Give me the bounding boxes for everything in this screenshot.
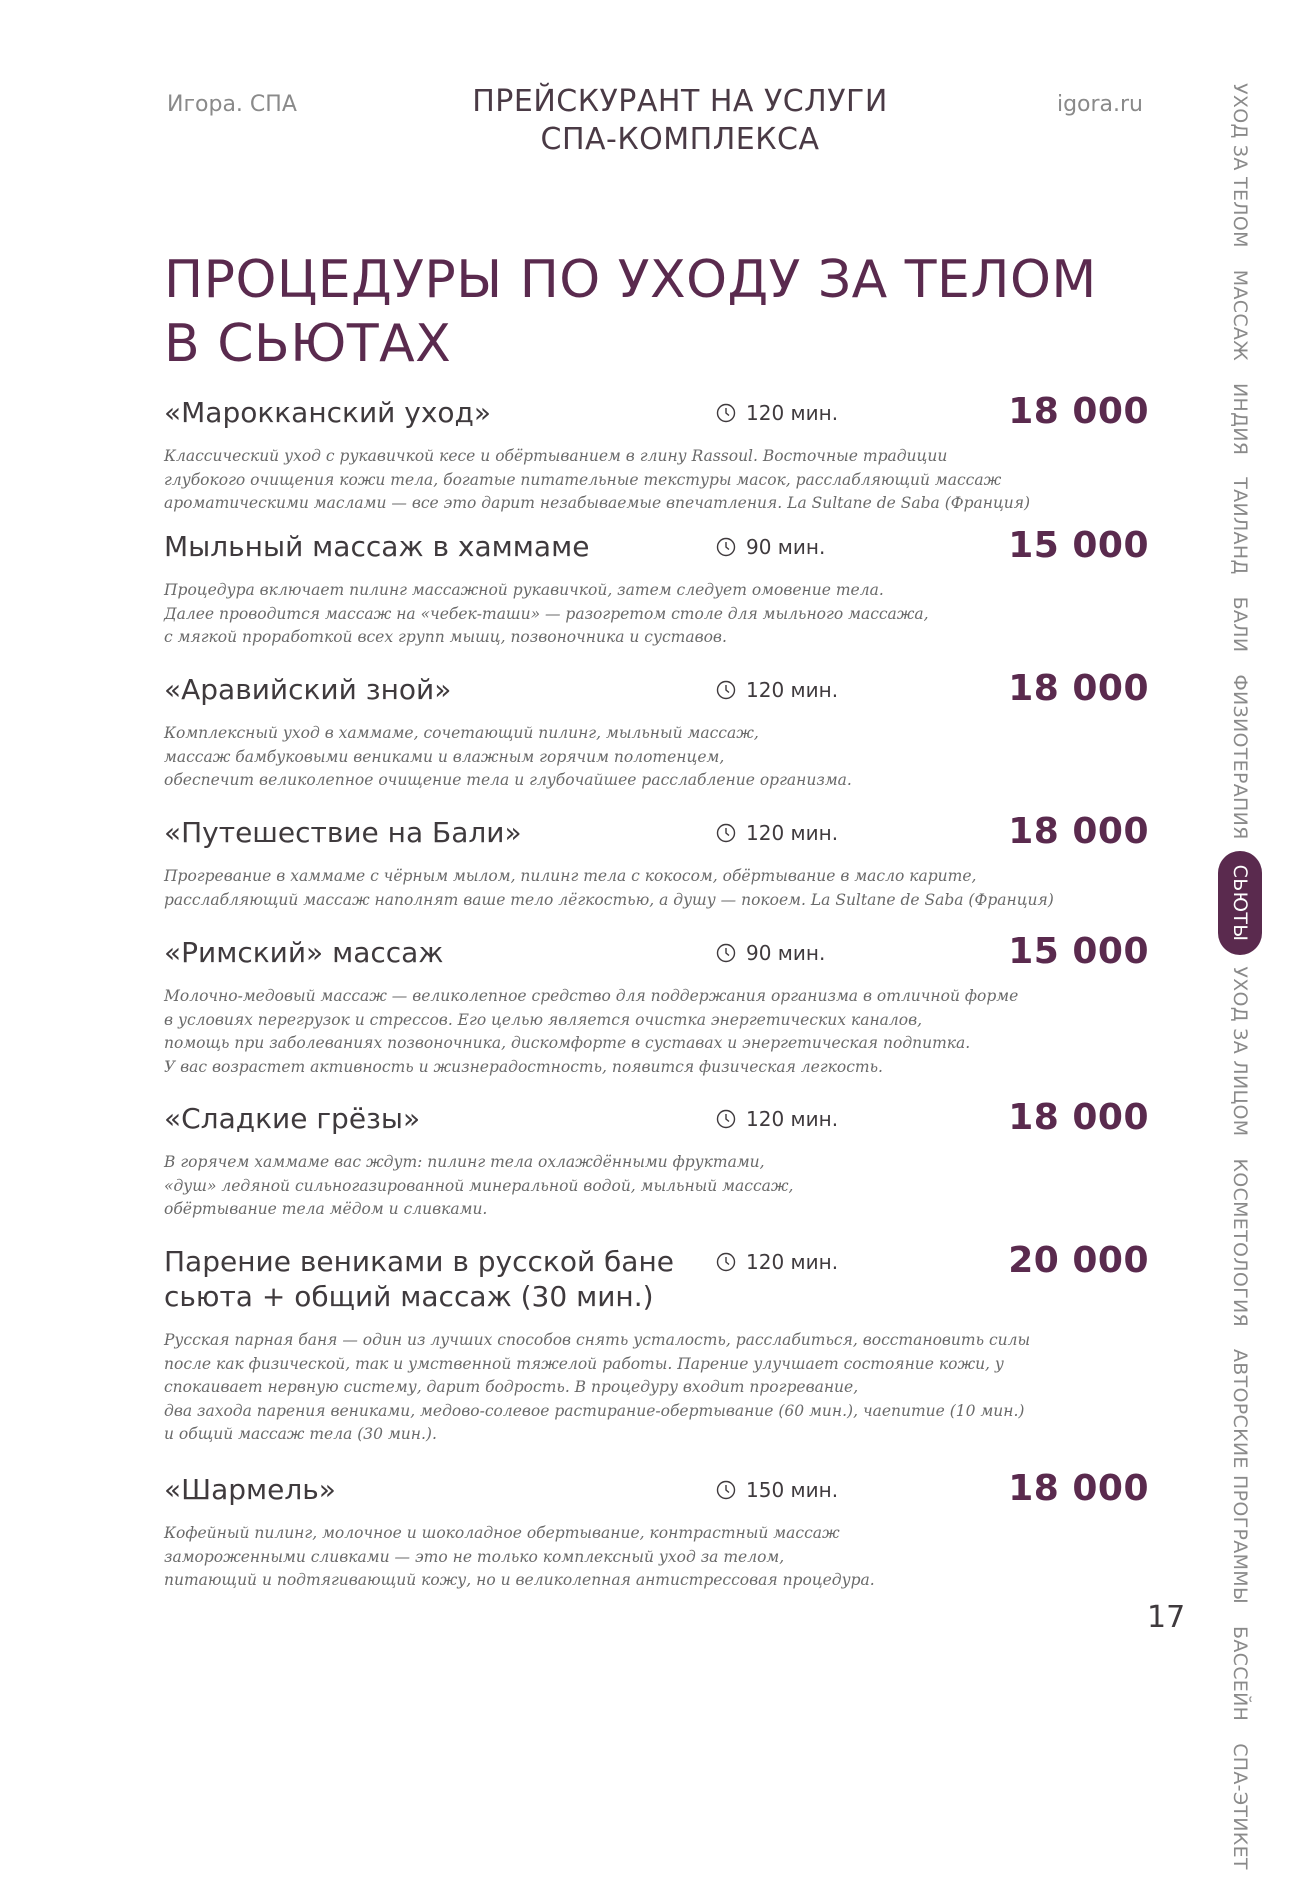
duration-text: 150 мин. [746, 1478, 839, 1502]
service-description: Процедура включает пилинг массажной рукавичкой, затем следует омовение тела. Далее проводится массаж на «чебек-таши» — разогретом столе для мыльного массажа, с мягкой проработкой всех групп мышц, позвоночника и суставов. [164, 581, 929, 646]
service-item [164, 1240, 1149, 1472]
service-description: Кофейный пилинг, молочное и шоколадное обертывание, контрастный массаж замороженными сливками — это не только комплексный уход за телом, питающий и подтягивающий кожу, но и великолепная антистрессовая процедура. [164, 1524, 875, 1589]
header-left: Игора. СПА [167, 92, 297, 117]
header-title-line1: ПРЕЙСКУРАНТ НА УСЛУГИ [472, 84, 888, 119]
service-price: 15 000 [1008, 931, 1149, 972]
service-name: Мыльный массаж в хаммаме [164, 530, 590, 563]
service-description: Русская парная баня — один из лучших способов снять усталость, расслабиться, восстановить силы после как физической, так и умственной тяжелой работы. Парение улучшает состояние кожи, у спокаивает нервную систему, дарит бодрость. В процедуру входит прогревание, два захода парения вениками, медово-солевое растирание-обертывание (60 мин.), чаепитие (10 мин.) и общий массаж тела (30 мин.). [164, 1331, 1031, 1443]
service-price: 18 000 [1008, 668, 1149, 709]
service-list [164, 391, 1149, 1602]
service-description: В горячем хаммаме вас ждут: пилинг тела охлаждёнными фруктами, «душ» ледяной сильногазированной минеральной водой, мыльный массаж, обёртывание тела мёдом и сливками. [164, 1153, 794, 1218]
service-name: «Аравийский зной» [164, 673, 452, 706]
clock-icon [716, 943, 736, 963]
duration-text: 120 мин. [746, 821, 839, 845]
nav-item-pool[interactable]: БАССЕЙН [1229, 1626, 1251, 1722]
page-number: 17 [1147, 1600, 1186, 1635]
nav-item-face-care[interactable]: УХОД ЗА ЛИЦОМ [1229, 966, 1251, 1137]
service-price: 20 000 [1008, 1240, 1149, 1281]
service-name: «Сладкие грёзы» [164, 1102, 421, 1135]
header-site-link[interactable]: igora.ru [1056, 92, 1143, 117]
service-name: Парение вениками в русской бане сьюта + общий массаж (30 мин.) [164, 1245, 675, 1313]
section-side-nav [1213, 72, 1267, 1870]
service-item [164, 525, 1149, 672]
clock-icon [716, 1480, 736, 1500]
nav-item-spa-etiquette[interactable]: СПА-ЭТИКЕТ [1229, 1743, 1251, 1870]
clock-icon [716, 680, 736, 700]
service-duration [716, 821, 838, 845]
service-duration [716, 535, 825, 559]
service-item [164, 931, 1149, 1101]
duration-text: 90 мин. [746, 535, 826, 559]
service-price: 18 000 [1008, 811, 1149, 852]
service-name: «Путешествие на Бали» [164, 816, 522, 849]
nav-item-author-programs[interactable]: АВТОРСКИЕ ПРОГРАММЫ [1229, 1348, 1251, 1605]
service-duration [716, 1478, 838, 1502]
clock-icon [716, 537, 736, 557]
service-duration [716, 678, 838, 702]
clock-icon [716, 403, 736, 423]
duration-text: 120 мин. [746, 1107, 839, 1131]
nav-item-bali[interactable]: БАЛИ [1229, 596, 1251, 653]
service-duration [716, 401, 838, 425]
nav-item-cosmetology[interactable]: КОСМЕТОЛОГИЯ [1229, 1158, 1251, 1327]
header-title-line2: СПА-КОМПЛЕКСА [540, 122, 820, 157]
service-name: «Марокканский уход» [164, 396, 492, 429]
service-description: Комплексный уход в хаммаме, сочетающий пилинг, мыльный массаж, массаж бамбуковыми вениками и влажным горячим полотенцем, обеспечит великолепное очищение тела и глубочайшее расслабление организма. [164, 724, 852, 789]
duration-text: 120 мин. [746, 678, 839, 702]
duration-text: 120 мин. [746, 401, 839, 425]
nav-item-massage[interactable]: МАССАЖ [1229, 269, 1251, 361]
duration-text: 90 мин. [746, 941, 826, 965]
service-name: «Римский» массаж [164, 936, 444, 969]
page-title-line1: ПРОЦЕДУРЫ ПО УХОДУ ЗА ТЕЛОМ [164, 250, 1097, 310]
page-title-line2: В СЬЮТАХ [164, 314, 452, 374]
service-description: Прогревание в хаммаме с чёрным мылом, пилинг тела с кокосом, обёртывание в масло карите, расслабляющий массаж наполнят ваше тело лёгкостью, а душу — покоем. La Sultane de Saba (Франция) [164, 867, 1054, 909]
nav-item-india[interactable]: ИНДИЯ [1229, 382, 1251, 456]
service-price: 18 000 [1008, 391, 1149, 432]
nav-item-body-care[interactable]: УХОД ЗА ТЕЛОМ [1229, 83, 1251, 248]
service-duration [716, 1250, 838, 1274]
nav-item-physiotherapy[interactable]: ФИЗИОТЕРАПИЯ [1229, 674, 1251, 840]
service-name: «Шармель» [164, 1473, 336, 1506]
clock-icon [716, 1109, 736, 1129]
clock-icon [716, 823, 736, 843]
service-description: Классический уход с рукавичкой кесе и обёртыванием в глину Rassoul. Восточные традиции глубокого очищения кожи тела, богатые питательные текстуры масок, расслабляющий массаж ароматическими маслами — все это дарит незабываемые впечатления. La Sultane de Saba (Франция) [164, 447, 1031, 512]
service-item [164, 811, 1149, 935]
service-item [164, 668, 1149, 815]
service-duration [716, 1107, 838, 1131]
service-duration [716, 941, 825, 965]
service-item [164, 1097, 1149, 1244]
header-title [435, 83, 925, 159]
duration-text: 120 мин. [746, 1250, 839, 1274]
service-description: Молочно-медовый массаж — великолепное средство для поддержания организма в отличной форме в условиях перегрузок и стрессов. Его целью является очистка энергетических каналов, помощь при заболеваниях позвоночника, дискомфорте в суставах и энергетическая подпитка. У вас возрастет активность и жизнерадостность, появится физическая легкость. [164, 987, 1019, 1076]
service-price: 18 000 [1008, 1468, 1149, 1509]
page-title [164, 248, 1114, 376]
nav-item-suites[interactable]: СЬЮТЫ [1218, 851, 1262, 956]
service-price: 18 000 [1008, 1097, 1149, 1138]
nav-item-thailand[interactable]: ТАИЛАНД [1229, 477, 1251, 575]
service-price: 15 000 [1008, 525, 1149, 566]
service-item [164, 1468, 1149, 1602]
clock-icon [716, 1252, 736, 1272]
service-item [164, 391, 1149, 529]
